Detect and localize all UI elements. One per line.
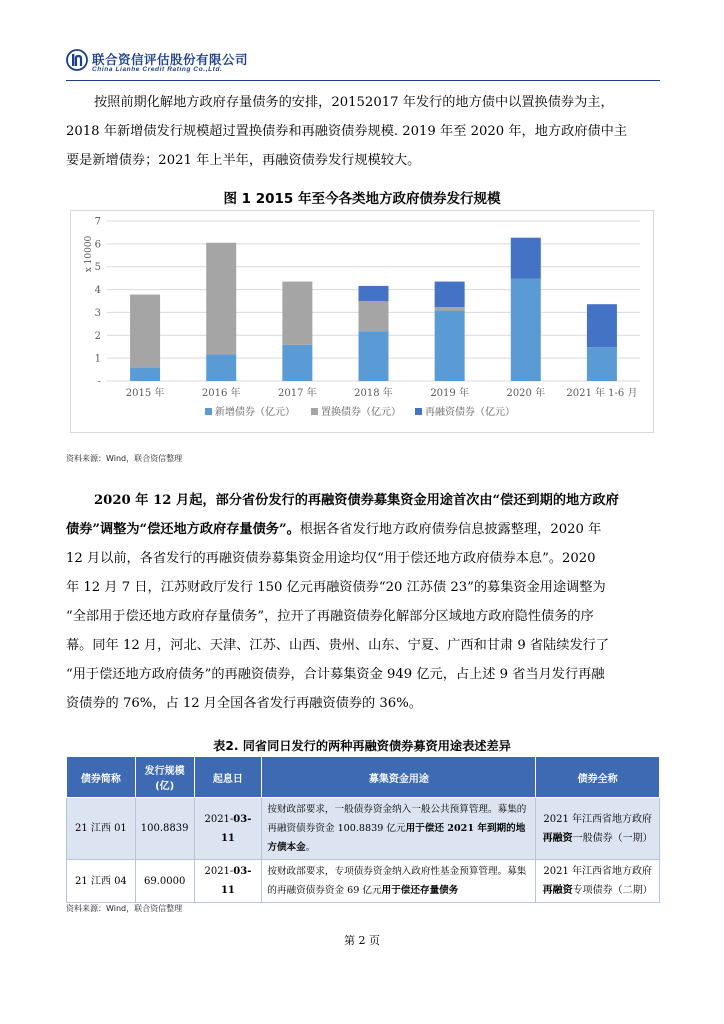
value-date [194,860,262,903]
company-logo-icon [66,49,88,71]
bar-segment [435,307,465,310]
table-source: 资料来源：Wind，联合资信整理 [66,904,183,913]
bond-size: 69.0000 [135,860,194,903]
paragraph-line: 2020 年 12 月起，部分省份发行的再融资债券募集资金用途首次由“偿还到期的地方政府 [94,493,619,508]
paragraph-line: 要是新增债券；2021 年上半年，再融资债券发行规模较大。 [66,153,421,168]
table-row [67,860,660,903]
use-bold: 用于偿还存量债务 [381,885,459,896]
bar-segment [511,238,541,279]
y-tick-label: - [97,376,101,388]
header-cell: 债券全称 [536,757,660,798]
paragraph-line: “用于偿还地方政府债务”的再融资债券，合计募集资金 949 亿元，占上述 9 省当月发行再融 [66,667,605,682]
paragraph-1 [66,88,660,175]
fund-use [262,860,536,903]
paragraph-line: 年 12 月 7 日，江苏财政厅发行 150 亿元再融资债券“20 江苏债 23”的募集资金用途调整为 [66,580,606,595]
legend-label: 置换债券（亿元） [321,407,401,418]
paragraph-line: 资债券的 76%，占 12 月全国各省发行再融资债券的 36%。 [66,696,422,711]
x-tick-label: 2015 年 [125,388,165,399]
paragraph-2 [66,486,660,718]
y-tick-label: 6 [94,239,101,251]
bar-segment [359,286,389,301]
x-tick-label: 2017 年 [278,388,317,399]
x-tick-label: 2021 年 1-6 月 [566,388,638,399]
date-bold: 03-11 [220,866,252,896]
y-tick-label: 2 [94,330,101,342]
paragraph-line: 12 月以前，各省发行的再融资债券募集资金用途均仅“用于偿还地方政府债券本息”。2020 [66,551,596,566]
y-tick-label: 7 [94,216,101,228]
figure-source: 资料来源：Wind，联合资信整理 [66,454,183,463]
bond-full-name [536,860,660,903]
bar-segment [435,282,465,308]
bar-segment [130,367,160,381]
paragraph-line: 2018 年新增债发行规模超过置换债券和再融资债券规模. 2019 年至 2020 年，地方政府债中主 [66,124,628,139]
x-tick-label: 2016 年 [201,388,241,399]
table-header-row [67,757,660,798]
x-tick-label: 2018 年 [354,388,393,399]
bond-comparison-table [66,756,660,903]
bar-segment [359,331,389,381]
full-suffix: 一般债券（一期） [572,832,653,844]
header-cell: 债券简称 [67,757,136,798]
use-bold: 用于偿还 2021 年到期的地方债本金 [267,823,526,853]
date-prefix: 2021- [204,813,234,825]
legend-label: 再融资债券（亿元） [425,407,515,418]
paragraph-line [66,515,660,544]
bond-size: 100.8839 [135,798,194,860]
company-name-cn: 联合资信评估股份有限公司 [92,52,249,67]
date-prefix: 2021- [204,866,234,877]
bold-lead: 债券”调整为“偿还地方政府存量债务”。 [66,522,300,537]
table-row [67,798,660,860]
bond-short-name: 21 江西 01 [67,798,136,860]
use-plain: 按财政部要求，一般债券资金纳入一般公共预算管理。募集的再融资债券资金 100.8839 亿元 [267,804,527,834]
use-plain: 按财政部要求，专项债券资金纳入政府性基金预算管理。募集的再融资债券资金 69 亿元 [267,866,527,896]
value-date [194,798,262,860]
bar-segment [359,301,389,331]
y-tick-label: 1 [94,353,101,365]
bond-full-name [536,798,660,860]
header-cell: 发行规模(亿) [135,757,194,798]
bar-segment [282,282,312,345]
header-cell: 募集资金用途 [262,757,536,798]
bar-segment [206,354,236,381]
bar-segment [206,243,236,355]
page-number: 第 2 页 [344,934,380,947]
company-name-en: China Lianhe Credit Rating Co.,Ltd. [92,66,223,73]
bar-segment [587,347,617,381]
x-tick-label: 2019 年 [430,388,469,399]
paragraph-line: 幕。同年 12 月，河北、天津、江苏、山西、贵州、山东、宁夏、广西和甘肃 9 省陆续发行了 [66,638,610,653]
bar-segment [511,279,541,381]
full-prefix: 2021 年江西省地方政府 [543,813,652,825]
line-rest: 根据各省发行地方政府债券信息披露整理，2020 年 [299,522,602,537]
x-tick-label: 2020 年 [506,388,546,399]
paragraph-line: “全部用于偿还地方政府存量债务”，拉开了再融资债券化解部分区域地方政府隐性债务的序 [66,609,594,624]
figure-title: 图 1 2015 年至今各类地方政府债券发行规模 [223,191,501,207]
stacked-bar-chart [70,210,654,433]
bond-short-name: 21 江西 04 [67,860,136,903]
legend-swatch [415,408,422,415]
paragraph-line: 按照前期化解地方政府存量债务的安排，20152017 年发行的地方债中以置换债券为主， [94,95,614,110]
fund-use [262,798,536,860]
full-bold: 再融资 [542,885,573,896]
header-divider [66,80,660,81]
y-tick-label: 4 [94,285,101,297]
legend-label: 新增债券（亿元） [215,407,295,418]
full-prefix: 2021 年江西省地方政府 [543,866,652,877]
full-bold: 再融资 [542,832,573,844]
legend-swatch [205,408,212,415]
y-multiplier-label: x 10000 [84,235,94,273]
table-title: 表2. 同省同日发行的两种再融资债券募资用途表述差异 [213,739,511,753]
use-tail: 。 [305,842,316,853]
date-bold: 03-11 [220,813,252,844]
full-suffix: 专项债券（二期） [572,885,653,896]
y-tick-label: 5 [94,262,101,274]
bar-segment [587,304,617,347]
bar-segment [282,345,312,381]
legend-swatch [311,408,318,415]
bar-segment [435,311,465,381]
y-tick-label: 3 [94,307,101,319]
header-cell: 起息日 [194,757,262,798]
bar-segment [130,295,160,368]
